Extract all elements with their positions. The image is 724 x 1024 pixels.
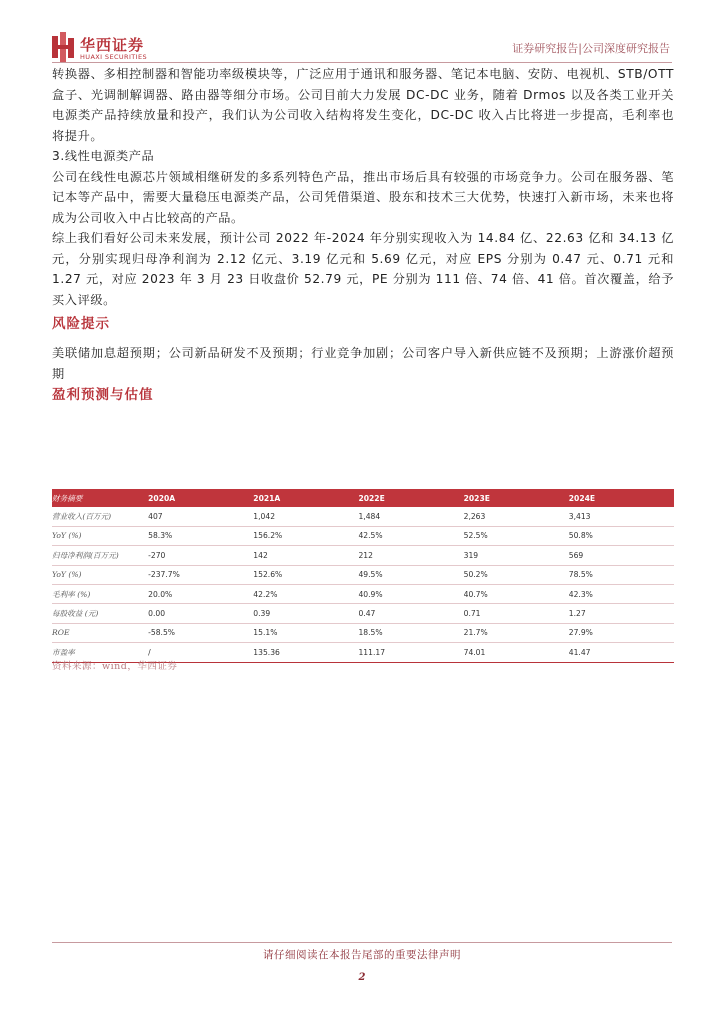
forecast-table	[52, 489, 674, 663]
table-cell: 58.3%	[148, 526, 253, 545]
huaxi-logo-icon	[52, 32, 74, 62]
table-cell: 42.2%	[253, 584, 358, 603]
table-cell: 15.1%	[253, 623, 358, 642]
table-row-label: ROE	[52, 623, 148, 642]
footer-divider	[52, 942, 672, 943]
table-cell: 111.17	[358, 643, 463, 662]
logo-en-text: HUAXI SECURITIES	[80, 53, 148, 61]
table-cell: 50.2%	[464, 565, 569, 584]
table-cell: 27.9%	[569, 623, 674, 642]
table-cell: -58.5%	[148, 623, 253, 642]
table-row	[52, 565, 674, 584]
table-header-cell: 2021A	[253, 489, 358, 507]
page-number: 2	[358, 972, 366, 983]
table-cell: 1.27	[569, 604, 674, 623]
table-row-label: YoY (%)	[52, 526, 148, 545]
table-cell: -237.7%	[148, 565, 253, 584]
table-row	[52, 604, 674, 623]
table-header-cell: 2024E	[569, 489, 674, 507]
report-type: 证券研究报告|公司深度研究报告	[512, 42, 670, 55]
forecast-title: 盈利预测与估值	[52, 387, 154, 403]
table-row	[52, 507, 674, 526]
table-cell: 42.5%	[358, 526, 463, 545]
table-cell: 49.5%	[358, 565, 463, 584]
table-cell: 156.2%	[253, 526, 358, 545]
table-cell: 569	[569, 546, 674, 565]
table-header-cell: 2020A	[148, 489, 253, 507]
report-body	[52, 64, 674, 405]
table-cell: 212	[358, 546, 463, 565]
table-cell: 42.3%	[569, 584, 674, 603]
table-row-label: 市盈率	[52, 643, 148, 662]
paragraph-linear-power: 公司在线性电源芯片领域相继研发的多系列特色产品，推出市场后具有较强的市场竞争力。公司在服务器、笔记本等产品中，需要大量稳压电源类产品，公司凭借渠道、股东和技术三大优势，快速打入新市场，未来也将成为公司收入中占比较高的产品。	[52, 169, 674, 225]
table-row-label: 营业收入(百万元)	[52, 507, 148, 526]
table-header-cell: 财务摘要	[52, 489, 148, 507]
table-header-row	[52, 489, 674, 507]
table-cell: 40.7%	[464, 584, 569, 603]
table-cell: 1,484	[358, 507, 463, 526]
table-source: 资料来源：wind，华西证券	[52, 661, 178, 672]
table-cell: 1,042	[253, 507, 358, 526]
table-cell: 18.5%	[358, 623, 463, 642]
header-divider	[52, 62, 672, 63]
table-cell: -270	[148, 546, 253, 565]
table-cell: 2,263	[464, 507, 569, 526]
paragraph-dcdc: 转换器、多相控制器和智能功率级模块等，广泛应用于通讯和服务器、笔记本电脑、安防、电视机、STB/OTT 盒子、光调制解调器、路由器等细分市场。公司目前大力发展 DC-DC 业务，随着 Drmos 以及各类工业开关电源类产品持续放量和投产，我们认为公司收入结构将发生变化，DC-DC 收入占比将进一步提高，毛利率也将提升。	[52, 67, 674, 143]
table-cell: 152.6%	[253, 565, 358, 584]
table-cell: 0.71	[464, 604, 569, 623]
table-cell: 50.8%	[569, 526, 674, 545]
table-cell: 0.00	[148, 604, 253, 623]
table-cell: 20.0%	[148, 584, 253, 603]
table-row	[52, 584, 674, 603]
table-row-label: 归母净利润(百万元)	[52, 546, 148, 565]
risk-text: 美联储加息超预期；公司新品研发不及预期；行业竞争加剧；公司客户导入新供应链不及预期；上游涨价超预期	[52, 346, 674, 381]
table-cell: 0.39	[253, 604, 358, 623]
logo-cn-text: 华西证券	[80, 36, 145, 54]
table-cell: 0.47	[358, 604, 463, 623]
table-cell: /	[148, 643, 253, 662]
subheading-linear-power: 3.线性电源类产品	[52, 149, 155, 163]
table-row-label: 毛利率 (%)	[52, 584, 148, 603]
table-cell: 3,413	[569, 507, 674, 526]
table-cell: 41.47	[569, 643, 674, 662]
table-cell: 78.5%	[569, 565, 674, 584]
table-cell: 52.5%	[464, 526, 569, 545]
table-row	[52, 546, 674, 565]
table-cell: 21.7%	[464, 623, 569, 642]
legal-disclaimer-link: 请仔细阅读在本报告尾部的重要法律声明	[263, 949, 461, 961]
table-row-label: 每股收益 (元)	[52, 604, 148, 623]
risk-title: 风险提示	[52, 316, 110, 332]
paragraph-forecast-summary: 综上我们看好公司未来发展，预计公司 2022 年-2024 年分别实现收入为 14.84 亿、22.63 亿和 34.13 亿元，分别实现归母净利润为 2.12 亿元、3.19 亿元和 5.69 亿元，对应 EPS 分别为 0.47 元、0.71 元和 1.27 元，对应 2023 年 3 月 23 日收盘价 52.79 元，PE 分别为 111 倍、74 倍、41 倍。首次覆盖，给予买入评级。	[52, 231, 674, 307]
table-header-cell: 2022E	[358, 489, 463, 507]
table-row	[52, 623, 674, 642]
table-cell: 40.9%	[358, 584, 463, 603]
table-cell: 319	[464, 546, 569, 565]
table-header-cell: 2023E	[464, 489, 569, 507]
table-row	[52, 526, 674, 545]
table-cell: 74.01	[464, 643, 569, 662]
table-cell: 135.36	[253, 643, 358, 662]
table-cell: 142	[253, 546, 358, 565]
table-cell: 407	[148, 507, 253, 526]
table-row-label: YoY (%)	[52, 565, 148, 584]
